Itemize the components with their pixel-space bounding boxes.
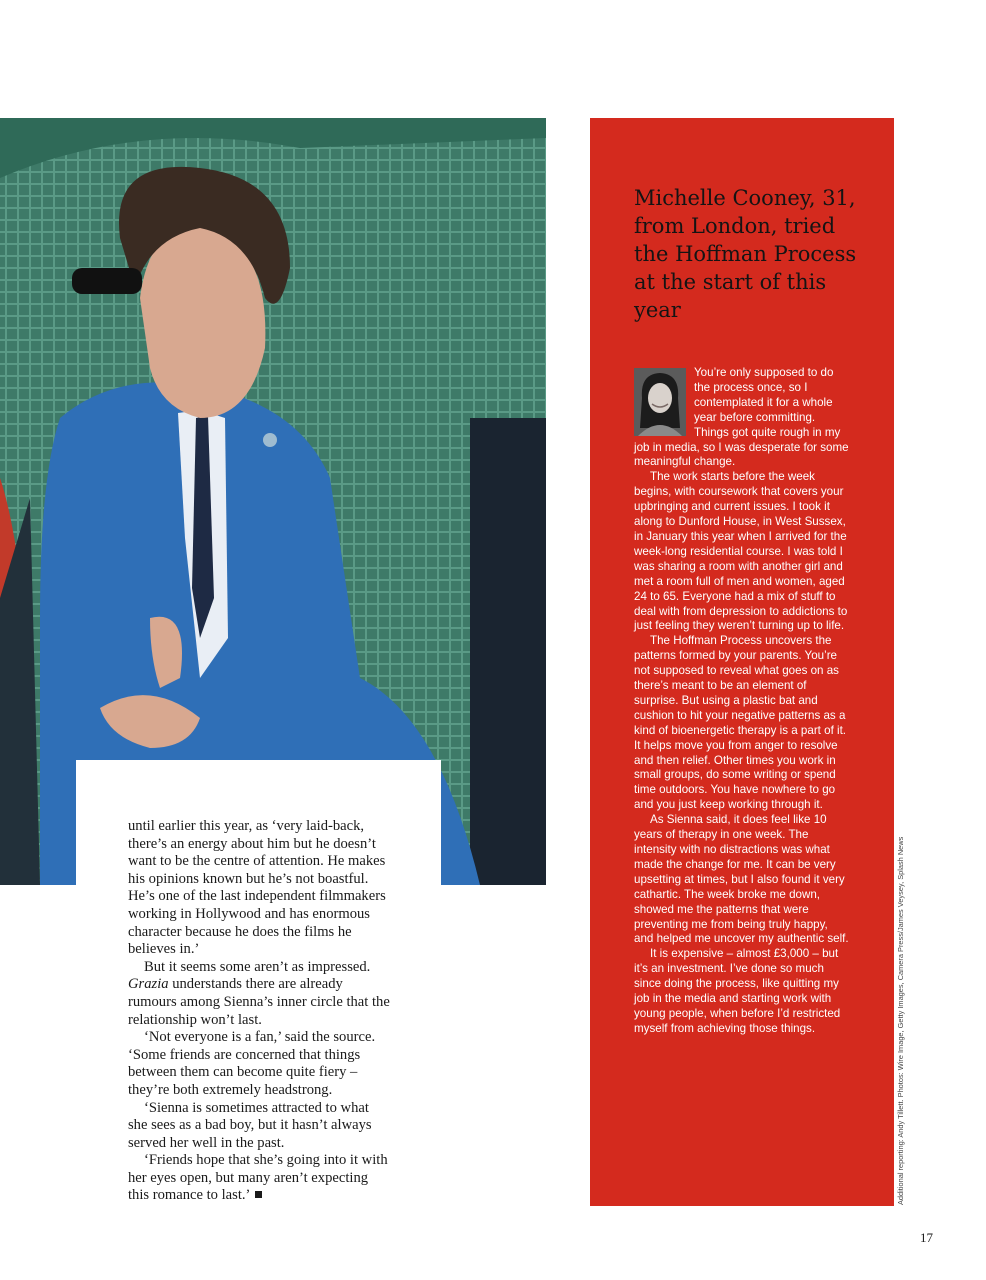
portrait-thumbnail — [634, 368, 686, 436]
sidebar-body — [634, 366, 850, 1037]
photo-credit: Additional reporting: Andy Tillett. Photos: Wire Image, Getty Images, Camera Press/James Veysey, Splash News — [896, 836, 905, 1205]
magazine-name: Grazia — [128, 976, 169, 993]
article-paragraph: until earlier this year, as ‘very laid-back, there’s an energy about him but he doesn’t want to be the centre of attention. He makes his opinions known but he’s not boastful. He’s one of the last independent filmmakers working in Hollywood and has enormous character because he does the films he believes in.’ — [128, 818, 386, 958]
sidebar-headline: Michelle Cooney, 31, from London, tried the Hoffman Process at the start of this year — [634, 186, 857, 322]
michelle-cooney-portrait — [634, 368, 686, 436]
article-text: ‘Friends hope that she’s going into it with her eyes open, but many aren’t expecting this romance to last.’ — [128, 1152, 388, 1204]
sidebar-paragraph: As Sienna said, it does feel like 10 years of therapy in one week. The intensity with no distractions was what made the change for me. It can be very upsetting at times, but I also found it very cathartic. The week broke me down, showed me the patterns that were preventing me from being truly happy, and helped me uncover my authentic self. — [634, 813, 849, 946]
article-paragraph — [128, 1152, 390, 1205]
article-body-text — [128, 818, 390, 1205]
sidebar-paragraph: It is expensive – almost £3,000 – but it’s an investment. I’ve done so much since doing the process, like quitting my job in the media and starting work with young people, when before I’d restricted myself from achieving those things. — [634, 947, 841, 1035]
page-number: 17 — [920, 1230, 933, 1245]
article-text: understands there are already rumours among Sienna’s inner circle that the relationship won’t last. — [128, 976, 390, 1028]
sidebar-panel — [590, 118, 894, 1206]
article-body-column — [76, 760, 441, 1230]
sidebar-paragraph: The Hoffman Process uncovers the patterns formed by your parents. You’re not supposed to reveal what goes on as there’s meant to be an element of surprise. But using a plastic bat and cushion to hit your negative patterns as a kind of bioenergetic therapy is a part of it. It helps move you from anger to resolve and then relief. Other times you work in small groups, do some writing or spend time outdoors. You have nowhere to go and you just keep working through it. — [634, 634, 847, 812]
article-paragraph: ‘Sienna is sometimes attracted to what she sees as a bad boy, but it hasn’t always served her well in the past. — [128, 1099, 372, 1151]
article-paragraph: ‘Not everyone is a fan,’ said the source. ‘Some friends are concerned that things between them can become quite fiery – they’re both extremely headstrong. — [128, 1029, 376, 1098]
sidebar-paragraph: You’re only supposed to do the process once, so I contemplated it for a whole year before committing. Things got quite rough in my job in media, so I was desperate for some meaningful change. — [634, 366, 849, 469]
sidebar-paragraph: The work starts before the week begins, with coursework that covers your upbringing and current issues. I took it along to Dunford House, in West Sussex, in January this year when I arrived for the week-long residential course. I was told I was sharing a room with another girl and met a room full of men and women, aged 24 to 65. Everyone had a mix of stuff to deal with from depression to addictions to just feeling they weren’t turning up to life. — [634, 470, 848, 633]
end-mark-icon — [255, 1191, 262, 1198]
article-paragraph — [128, 959, 390, 1029]
article-text: But it seems some aren’t as impressed. — [144, 958, 371, 975]
